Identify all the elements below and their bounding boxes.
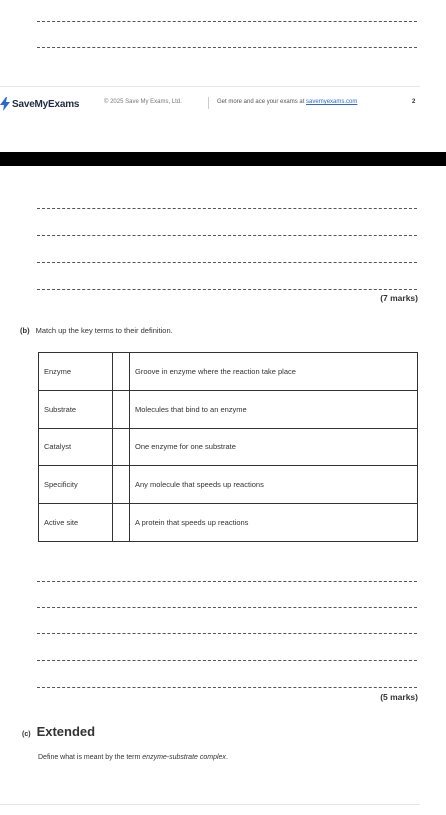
table-row (39, 390, 418, 428)
answer-line (37, 289, 417, 290)
definition-cell: Groove in enzyme where the reaction take place (130, 353, 418, 391)
term-cell: Active site (39, 504, 113, 542)
brand-name: SaveMyExams (12, 98, 80, 110)
footer-divider (0, 86, 420, 87)
table-row (39, 428, 418, 466)
question-c-label: (c) (22, 731, 31, 738)
answer-line (37, 660, 417, 661)
answer-line (37, 581, 417, 582)
term-cell: Specificity (39, 466, 113, 504)
table-row (39, 466, 418, 504)
table-row (39, 504, 418, 542)
savemyexams-link[interactable]: savemyexams.com (306, 99, 358, 105)
table-row (39, 353, 418, 391)
page-break-bar (0, 152, 446, 166)
footer-separator (208, 97, 209, 109)
term-cell: Catalyst (39, 428, 113, 466)
answer-line (37, 633, 417, 634)
term-cell: Substrate (39, 390, 113, 428)
answer-line (37, 687, 417, 688)
prompt-prefix: Define what is meant by the term (38, 754, 143, 761)
bottom-divider (0, 804, 420, 805)
prompt-suffix: . (225, 754, 228, 761)
matching-table (38, 352, 418, 542)
gap-cell (113, 390, 130, 428)
gap-cell (113, 504, 130, 542)
question-c-prompt (38, 754, 228, 761)
question-c-heading (22, 724, 95, 739)
prompt-term: enzyme-substrate complex (142, 754, 226, 761)
gap-cell (113, 466, 130, 504)
definition-cell: A protein that speeds up reactions (130, 504, 418, 542)
definition-cell: Molecules that bind to an enzyme (130, 390, 418, 428)
cta-text: Get more and ace your exams at (217, 99, 307, 105)
page-number: 2 (412, 99, 416, 105)
answer-line (37, 607, 417, 608)
gap-cell (113, 428, 130, 466)
copyright-text: © 2025 Save My Exams, Ltd. (104, 99, 182, 105)
question-b (20, 326, 173, 335)
answer-line (37, 208, 417, 209)
lightning-icon (0, 97, 10, 111)
definition-cell: Any molecule that speeds up reactions (130, 466, 418, 504)
answer-line (37, 262, 417, 263)
marks-b: (5 marks) (380, 692, 418, 702)
footer-cta (217, 99, 357, 105)
question-c-title: Extended (36, 724, 96, 739)
answer-line (37, 47, 417, 48)
term-cell: Enzyme (39, 353, 113, 391)
question-b-text: Match up the key terms to their definition. (35, 326, 173, 335)
question-b-label: (b) (20, 326, 30, 335)
definition-cell: One enzyme for one substrate (130, 428, 418, 466)
answer-line (37, 235, 417, 236)
answer-line (37, 21, 417, 22)
gap-cell (113, 353, 130, 391)
marks-a: (7 marks) (380, 293, 418, 303)
savemyexams-logo (0, 96, 79, 112)
